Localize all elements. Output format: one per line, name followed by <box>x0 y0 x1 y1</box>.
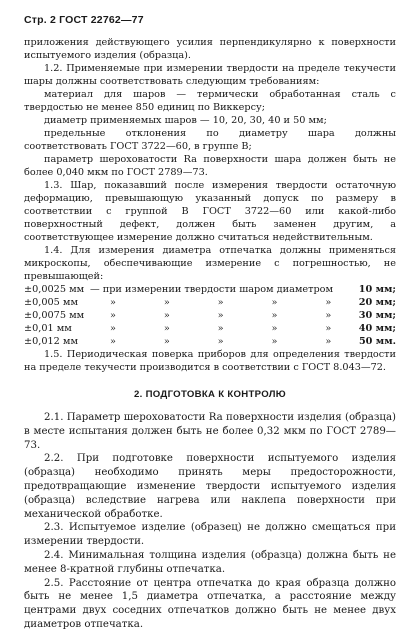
ditto-mark: » <box>271 336 278 347</box>
ditto-mark: » <box>163 323 170 334</box>
ditto-mark: » <box>163 310 170 321</box>
table-row <box>24 335 396 348</box>
ditto-mark: » <box>109 336 116 347</box>
ditto-mark: » <box>325 310 332 321</box>
accuracy-text: — при измерении твердости шаром диаметром <box>90 284 334 295</box>
accuracy-value: ±0,01 мм <box>24 323 72 334</box>
paragraph-tolerance: предельные отклонения по диаметру шара должны соответствовать ГОСТ 3722—60, в группе В; <box>24 128 396 152</box>
ditto-mark: » <box>109 297 116 308</box>
table-row <box>24 283 396 296</box>
table-row <box>24 309 396 322</box>
accuracy-value: ±0,0075 мм <box>24 310 85 321</box>
ditto-mark: » <box>325 336 332 347</box>
ditto-mark: » <box>325 323 332 334</box>
ditto-mark: » <box>325 297 332 308</box>
page-header: Стр. 2 ГОСТ 22762—77 <box>24 14 144 26</box>
ditto-mark: » <box>271 323 278 334</box>
ditto-mark: » <box>271 297 278 308</box>
ball-size: 30 мм; <box>358 310 396 321</box>
paragraph-2-5: 2.5. Расстояние от центра отпечатка до края образца должно быть не менее 1,5 диаметра отпечатка, а расстояние между центрами двух соседних отпечатков должно быть не менее двух диаметров отпечатка. <box>24 577 396 630</box>
paragraph-1-5: 1.5. Периодическая поверка приборов для определения твердости на пределе текучести производится в соответствии с ГОСТ 8.043—72. <box>24 349 396 373</box>
paragraph-2-3: 2.3. Испытуемое изделие (образец) не должно смещаться при измерении твердости. <box>24 522 396 548</box>
ditto-mark: » <box>109 310 116 321</box>
table-row <box>24 296 396 309</box>
ball-size: 20 мм; <box>358 297 396 308</box>
accuracy-table <box>24 283 396 348</box>
ball-size: 10 мм; <box>358 284 396 295</box>
table-row <box>24 322 396 335</box>
ditto-mark: » <box>217 336 224 347</box>
section-2-body <box>24 411 396 632</box>
ditto-mark: » <box>217 297 224 308</box>
ditto-mark: » <box>271 310 278 321</box>
ball-size: 50 мм. <box>358 336 396 347</box>
ball-size: 40 мм; <box>358 323 396 334</box>
paragraph-continuation: приложения действующего усилия перпендикулярно к поверхности испытуемого изделия (образца). <box>24 37 396 61</box>
paragraph-material: материал для шаров — термически обработанная сталь с твердостью не менее 850 единиц по Виккерсу; <box>24 89 396 113</box>
paragraph-1-2: 1.2. Применяемые при измерении твердости на пределе текучести шары должны соответствовать следующим требованиям: <box>24 63 396 87</box>
ditto-mark: » <box>217 310 224 321</box>
ditto-mark: » <box>109 323 116 334</box>
paragraph-1-3: 1.3. Шар, показавший после измерения твердости остаточную деформацию, превышающую указанный допуск по размеру в соответствии с группой В ГОСТ 3722—60 или какой-либо поверхностный дефект, должен быть заменен другим, а соответствующее измерение должно считаться недействительным. <box>24 180 396 243</box>
ditto-mark: » <box>163 336 170 347</box>
paragraph-2-4: 2.4. Минимальная толщина изделия (образца) должна быть не менее 8-кратной глубины отпечатка. <box>24 549 396 575</box>
section-title: 2. ПОДГОТОВКА К КОНТРОЛЮ <box>134 389 286 400</box>
accuracy-value: ±0,012 мм <box>24 336 79 347</box>
accuracy-value: ±0,0025 мм <box>24 284 85 295</box>
paragraph-1-4: 1.4. Для измерения диаметра отпечатка должны применяться микроскопы, обеспечивающие измерение с погрешностью, не превышающей: <box>24 245 396 282</box>
ditto-mark: » <box>217 323 224 334</box>
accuracy-value: ±0,005 мм <box>24 297 79 308</box>
document-body <box>24 36 396 632</box>
paragraph-2-2: 2.2. При подготовке поверхности испытуемого изделия (образца) необходимо принять меры предосторожности, предотвращающие изменение твердости испытуемого изделия (образца) вследствие нагрева или наклепа поверхности при механической обработке. <box>24 453 396 520</box>
ditto-mark: » <box>163 297 170 308</box>
paragraph-roughness: параметр шероховатости Ra поверхности шара должен быть не более 0,040 мкм по ГОСТ 2789—73. <box>24 154 396 178</box>
paragraph-2-1: 2.1. Параметр шероховатости Ra поверхности изделия (образца) в месте испытания должен быть не более 0,32 мкм по ГОСТ 2789—73. <box>24 412 396 451</box>
paragraph-diameter: диаметр применяемых шаров — 10, 20, 30, 40 и 50 мм; <box>44 115 327 126</box>
